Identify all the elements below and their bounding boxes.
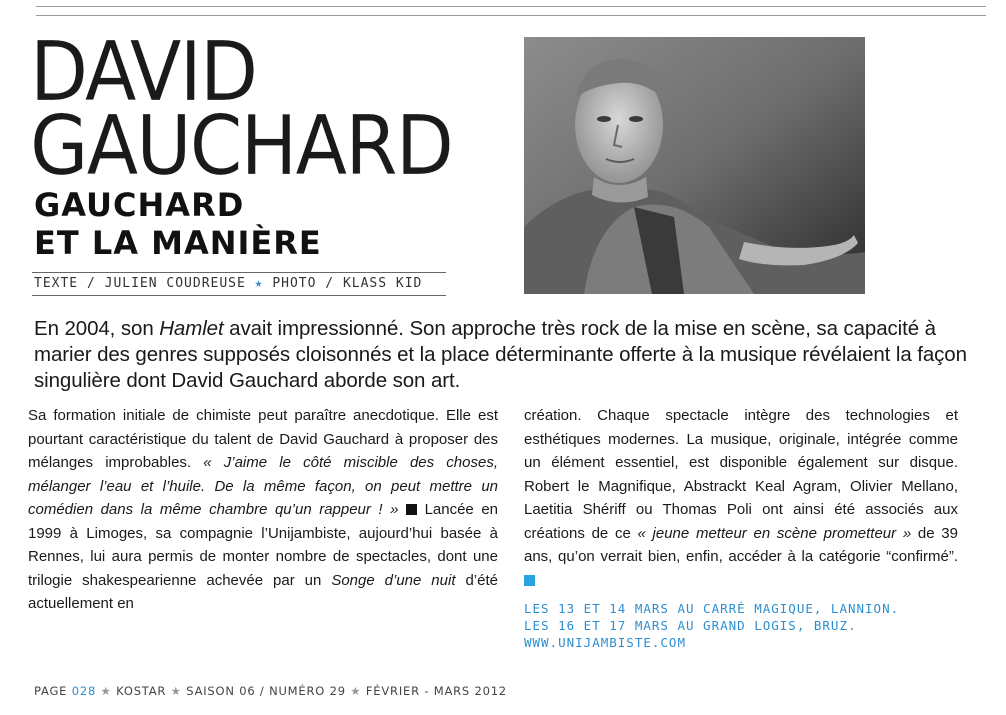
title-line-first: DAVID [30, 25, 257, 120]
body-left-play-title: Songe d’une nuit [331, 571, 456, 589]
portrait-photo [524, 37, 865, 294]
body-left-text-3: d’été actuellement en [28, 571, 498, 612]
page-label: PAGE [34, 684, 68, 698]
lead-text-2: avait impressionné. Son approche très rock de la mise en scène, sa capacité à marier des genres supposés cloisonnés et la place déterminante offerte à la musique révélaient la façon singulière dont David Gauchard aborde son art. [34, 317, 967, 392]
text-credit: TEXTE / JULIEN COUDREUSE [34, 276, 246, 291]
body-paragraph-right [524, 404, 958, 592]
body-column-right [524, 404, 958, 592]
website-link[interactable]: WWW.UNIJAMBISTE.COM [524, 635, 686, 650]
page-footer [34, 684, 507, 698]
subtitle-line-1: GAUCHARD [34, 186, 245, 224]
body-left-text-2: Lancée en 1999 à Limoges, sa compagnie l’Unijambiste, aujourd’hui basée à Rennes, lui aura permis de monter nombre de spectacles, dont une trilogie shakespearienne achevée par un [28, 501, 499, 589]
photo-credit: PHOTO / KLASS KID [272, 276, 423, 291]
body-right-text-2: de 39 ans, qu’on verrait bien, enfin, accéder à la catégorie “confirmé”. [524, 524, 958, 565]
paragraph-end-square-icon [406, 504, 417, 515]
body-column-left [28, 404, 498, 616]
body-right-quote: « jeune metteur en scène prometteur » [637, 524, 912, 542]
article-subtitle [34, 186, 322, 262]
credits-bar [32, 272, 446, 296]
event-dates [524, 600, 899, 651]
star-icon: ★ [100, 684, 112, 698]
date-line-lannion: LES 13 ET 14 MARS AU CARRÉ MAGIQUE, LANNION. [524, 601, 900, 616]
body-left-text-1: Sa formation initiale de chimiste peut paraître anecdotique. Elle est pourtant caractéristique du talent de David Gauchard à proposer des mélanges improbables. [28, 407, 498, 471]
lead-paragraph [34, 316, 984, 394]
issue-info: SAISON 06 / NUMÉRO 29 [186, 684, 346, 698]
lead-text-1: En 2004, son [34, 317, 160, 340]
page-title [30, 25, 453, 194]
body-right-text-1: création. Chaque spectacle intègre des technologies et esthétiques modernes. La musique, originale, intégrée comme un élément essentiel, est disponible également sur disque. Robert le Magnifique, Abstrackt Keal Agram, Olivier Mellano, Laetitia Shériff ou Thomas Poli ont ainsi été associés aux créations de ce [524, 407, 958, 542]
issue-period: FÉVRIER - MARS 2012 [365, 684, 507, 698]
star-icon: ★ [254, 276, 264, 291]
subtitle-line-2: ET LA MANIÈRE [34, 224, 322, 262]
body-paragraph-left [28, 404, 498, 616]
lead-play-title: Hamlet [159, 317, 224, 340]
portrait-illustration [524, 37, 865, 294]
star-icon: ★ [350, 684, 362, 698]
title-line-last: GAUCHARD [30, 99, 453, 194]
article-end-square-icon [524, 575, 535, 586]
magazine-name: KOSTAR [116, 684, 167, 698]
date-line-bruz: LES 16 ET 17 MARS AU GRAND LOGIS, BRUZ. [524, 618, 857, 633]
body-left-quote: « J’aime le côté miscible des choses, mélanger l’eau et l’huile. De la même façon, on peut mettre un comédien dans la même chambre qu’un rappeur ! » [28, 454, 498, 518]
page-number: 028 [71, 684, 97, 698]
star-icon: ★ [170, 684, 182, 698]
top-rule [36, 6, 986, 16]
